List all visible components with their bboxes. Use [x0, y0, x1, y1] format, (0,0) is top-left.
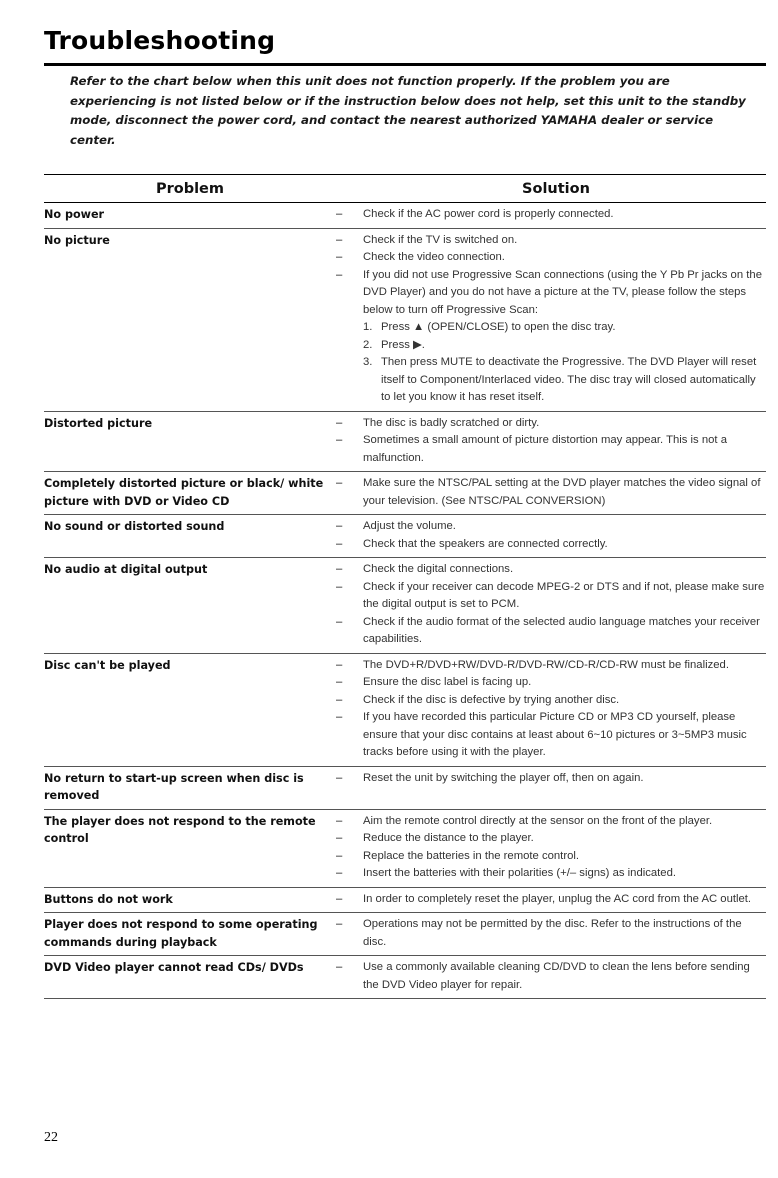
problem-cell: The player does not respond to the remote control — [44, 814, 316, 845]
step-text: Then press MUTE to deactivate the Progressive. The DVD Player will reset itself to Component/Interlaced video. The disc tray will closed automatically to let you know it has reset itself. — [381, 356, 757, 403]
problem-cell: Distorted picture — [44, 416, 153, 430]
step-item — [363, 319, 766, 337]
problem-cell: No picture — [44, 233, 110, 247]
solution-item: – Operations may not be permitted by the disc. Refer to the instructions of the disc. — [336, 916, 766, 951]
solution-item: – Reset the unit by switching the player off, then on again. — [336, 770, 766, 788]
step-number: 2. — [363, 338, 373, 351]
table-row — [44, 203, 766, 229]
table-row — [44, 767, 766, 810]
table-row — [44, 472, 766, 515]
solution-item: – If you have recorded this particular Picture CD or MP3 CD yourself, please ensure that your disc contains at least about 6~10 pictures or 3~5MP3 music tracks before using it with the player. — [336, 709, 766, 762]
troubleshooting-table — [44, 174, 766, 999]
table-row — [44, 888, 766, 914]
step-text: Press ▲ (OPEN/CLOSE) to open the disc tray. — [381, 321, 616, 333]
title-rule — [44, 63, 766, 66]
table-row — [44, 913, 766, 956]
solution-item: – Aim the remote control directly at the sensor on the front of the player. — [336, 813, 766, 831]
solution-list — [336, 518, 766, 553]
problem-cell: No power — [44, 208, 105, 221]
step-number: 3. — [363, 356, 373, 368]
solution-list — [336, 891, 766, 909]
solution-item: – The disc is badly scratched or dirty. — [336, 415, 766, 433]
header-problem: Problem — [155, 180, 225, 197]
step-number: 1. — [363, 321, 373, 333]
table-row — [44, 654, 766, 767]
problem-cell: No sound or distorted sound — [44, 520, 225, 533]
solution-item — [336, 267, 766, 407]
table-row — [44, 956, 766, 999]
header-solution: Solution — [522, 180, 590, 197]
problem-cell: No audio at digital output — [44, 563, 208, 576]
table-row — [44, 412, 766, 473]
problem-cell: Completely distorted picture or black/ white picture with DVD or Video CD — [44, 477, 324, 508]
solution-item: – Check if the TV is switched on. — [336, 232, 766, 250]
step-item — [363, 337, 766, 355]
intro-paragraph: Refer to the chart below when this unit does not function properly. If the problem you are experiencing is not listed below or if the instruction below does not help, set this unit to the standby mode, disconnect the power cord, and contact the nearest authorized YAMAHA dealer or service center. — [70, 74, 746, 147]
solution-item: – Check the digital connections. — [336, 561, 766, 579]
solution-item: – Reduce the distance to the player. — [336, 830, 766, 848]
solution-list — [336, 657, 766, 762]
solution-item: – Make sure the NTSC/PAL setting at the DVD player matches the video signal of your television. (See NTSC/PAL CONVERSION) — [336, 475, 766, 510]
solution-item: – In order to completely reset the player, unplug the AC cord from the AC outlet. — [336, 891, 766, 909]
step-list — [363, 319, 766, 407]
solution-item: – Insert the batteries with their polarities (+/– signs) as indicated. — [336, 865, 766, 883]
solution-item: – Sometimes a small amount of picture distortion may appear. This is not a malfunction. — [336, 432, 766, 467]
problem-cell: Buttons do not work — [44, 892, 173, 906]
problem-cell: No return to start-up screen when disc is removed — [44, 771, 304, 802]
solution-item: – Check if the AC power cord is properly connected. — [336, 206, 766, 224]
solution-item: – Replace the batteries in the remote control. — [336, 848, 766, 866]
page-title: Troubleshooting — [44, 26, 276, 55]
solution-item: – Ensure the disc label is facing up. — [336, 674, 766, 692]
solution-list — [336, 916, 766, 951]
solution-item: – Check that the speakers are connected correctly. — [336, 536, 766, 554]
problem-cell: DVD Video player cannot read CDs/ DVDs — [44, 961, 304, 974]
problem-cell: Player does not respond to some operating commands during playback — [44, 918, 318, 949]
solution-list — [336, 206, 766, 224]
solution-list — [336, 232, 766, 407]
solution-item: – Check if your receiver can decode MPEG-2 or DTS and if not, please make sure the digital output is set to PCM. — [336, 579, 766, 614]
solution-item: – Use a commonly available cleaning CD/DVD to clean the lens before sending the DVD Video player for repair. — [336, 959, 766, 994]
solution-item: – Check the video connection. — [336, 249, 766, 267]
table-row — [44, 229, 766, 412]
table-row — [44, 810, 766, 888]
table-header — [44, 174, 766, 203]
step-item — [363, 354, 766, 407]
solution-list — [336, 475, 766, 510]
solution-list — [336, 770, 766, 805]
solution-item: – The DVD+R/DVD+RW/DVD-R/DVD-RW/CD-R/CD-RW must be finalized. — [336, 657, 766, 675]
solution-item: – Check if the audio format of the selected audio language matches your receiver capabilities. — [336, 614, 766, 649]
solution-text: If you did not use Progressive Scan connections (using the Y Pb Pr jacks on the DVD Player) and you do not have a picture at the TV, please follow the steps below to turn off Progressive Scan: — [363, 268, 762, 316]
solution-list — [336, 813, 766, 883]
table-row — [44, 515, 766, 558]
table-row — [44, 558, 766, 654]
step-text: Press ▶. — [381, 338, 425, 351]
solution-list — [336, 561, 766, 649]
solution-item: – Adjust the volume. — [336, 518, 766, 536]
solution-list — [336, 959, 766, 994]
problem-cell: Disc can't be played — [44, 658, 171, 672]
solution-list — [336, 415, 766, 468]
solution-item: – Check if the disc is defective by trying another disc. — [336, 692, 766, 710]
page-number: 22 — [44, 1130, 58, 1145]
